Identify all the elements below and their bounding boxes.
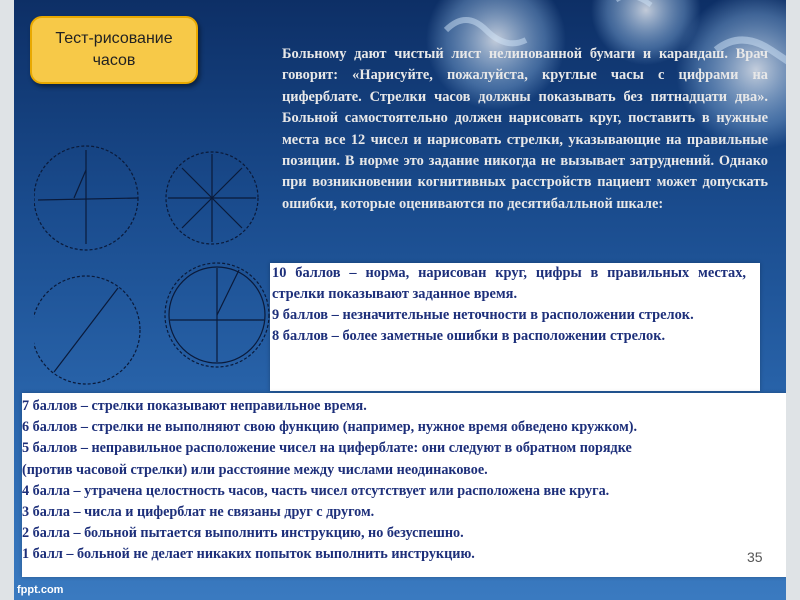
slide [14, 0, 786, 600]
score-2: 2 балла – больной пытается выполнить инструкцию, но безуспешно. [22, 525, 464, 542]
score-7: 7 баллов – стрелки показывают неправильное время. [22, 398, 367, 414]
score-8: 8 баллов – более заметные ошибки в расположении стрелок. [272, 328, 666, 344]
score-4: 4 балла – утрачена целостность часов, часть чисел отсутствует или расположена вне круга. [22, 482, 610, 499]
score-9: 9 баллов – незначительные неточности в расположении стрелок. [272, 307, 694, 323]
clock-drawing-2 [166, 152, 258, 244]
score-1: 1 балл – больной не делает никаких попыток выполнить инструкцию. [22, 546, 475, 563]
clock-drawing-1 [34, 146, 138, 250]
slide-title-text: Тест-рисование часов [55, 30, 173, 69]
score-5: 5 баллов – неправильное расположение чисел на циферблате: они следуют в обратном порядке [22, 440, 632, 457]
scores-bottom-list [22, 396, 786, 566]
score-10: 10 баллов – норма, нарисован круг, цифры в правильных местах, стрелки показывают заданное время. [272, 265, 746, 302]
watermark: fppt.com [17, 584, 64, 596]
score-3: 3 балла – числа и циферблат не связаны друг с другом. [22, 504, 375, 521]
slide-title [30, 16, 198, 84]
score-6: 6 баллов – стрелки не выполняют свою функцию (например, нужное время обведено кружком). [22, 419, 638, 436]
clock-drawings [34, 140, 278, 400]
scores-top-list [272, 263, 746, 347]
clock-drawing-4 [165, 263, 269, 367]
page-number: 35 [747, 549, 763, 565]
intro-paragraph: Больному дают чистый лист нелинованной бумаги и карандаш. Врач говорит: «Нарисуйте, пожалуйста, круглые часы с цифрами на циферблате. Стрелки часов должны показывать без пятнадцати два». Больной самостоятельно должен нарисовать круг, поставить в нужные места все 12 чисел и нарисовать стрелки, указывающие на правильные позиции. В норме это задание никогда не вызывает затруднений. Однако при возникновении когнитивных расстройств пациент может допускать ошибки, которые оцениваются по десятибалльной шкале: [282, 46, 768, 212]
clock-drawing-3 [34, 276, 140, 384]
score-5-continued: (против часовой стрелки) или расстояние между числами неодинаковое. [22, 461, 488, 478]
